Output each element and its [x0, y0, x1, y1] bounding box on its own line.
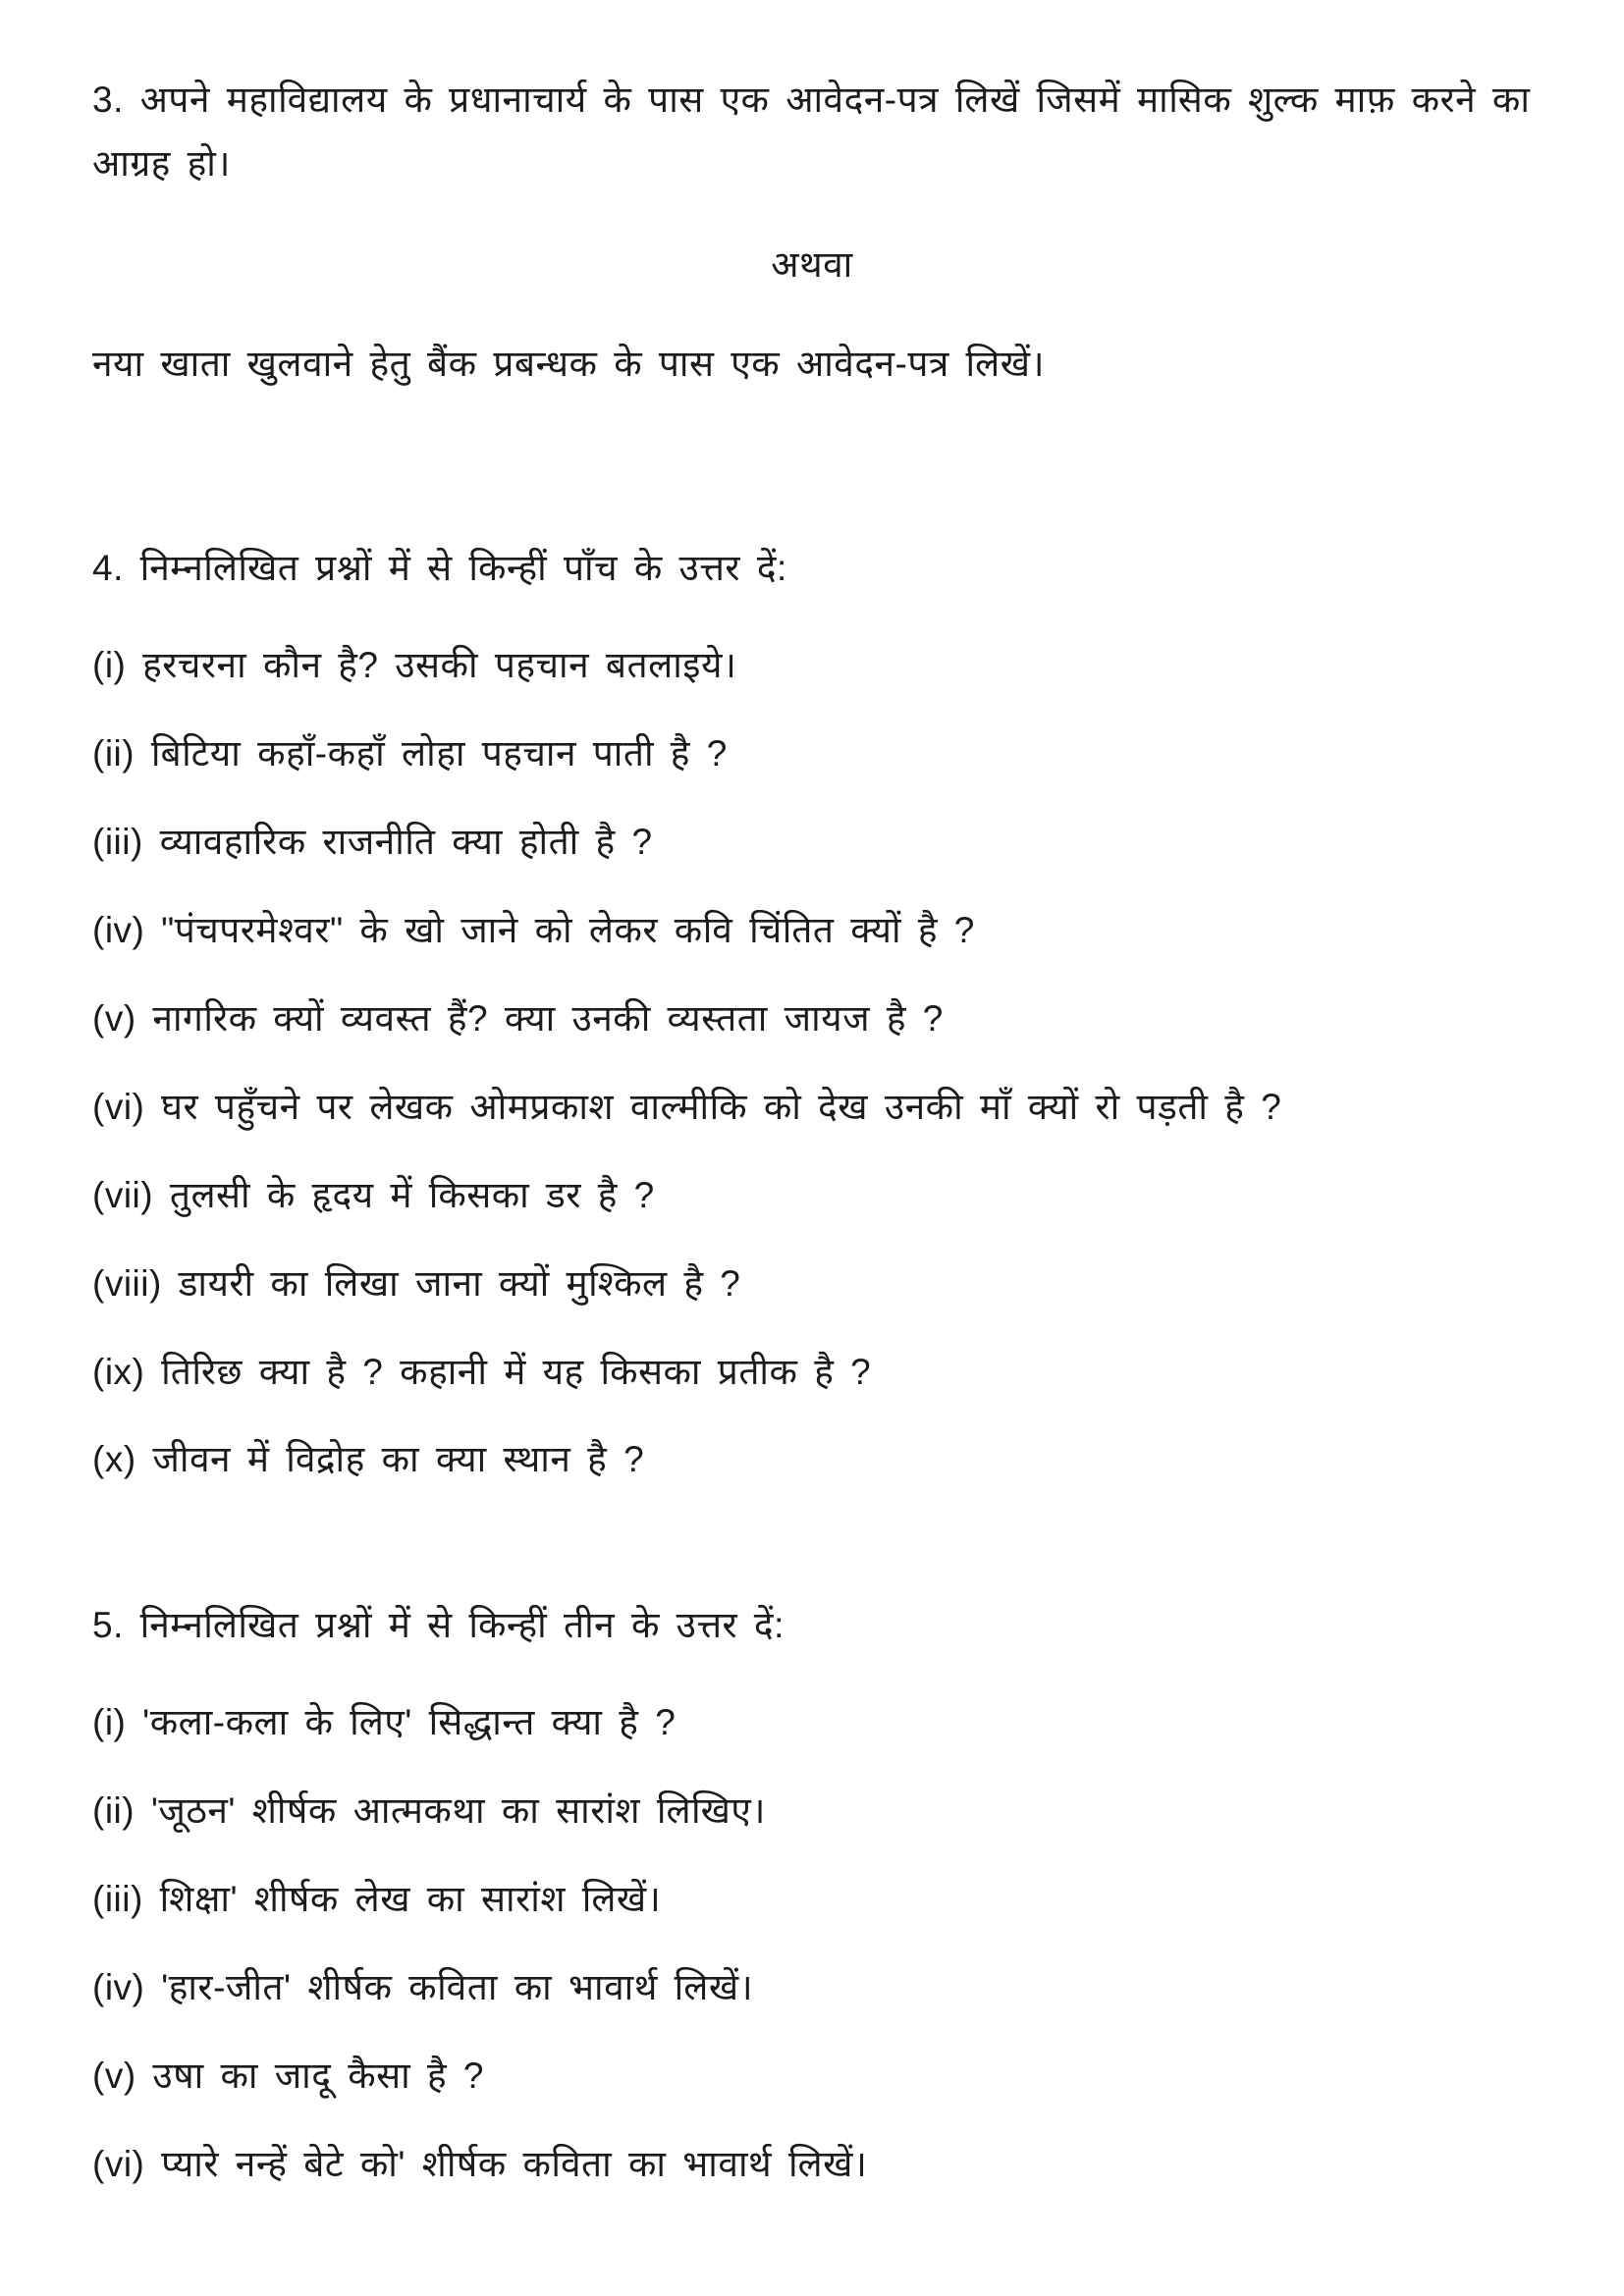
question-4-item-iii: (iii) व्यावहारिक राजनीति क्या होती है ? [92, 821, 653, 862]
question-4-item-viii: (viii) डायरी का लिखा जाना क्यों मुश्किल है ? [92, 1262, 741, 1304]
question-4-item-iv: (iv) "पंचपरमेश्वर" के खो जाने को लेकर कवि चिंतित क्यों है ? [92, 909, 975, 950]
question-5-heading: 5. निम्नलिखित प्रश्नों में से किन्हीं तीन के उत्तर दें: [92, 1605, 785, 1646]
question-5-item-iii: (iii) शिक्षा' शीर्षक लेख का सारांश लिखें। [92, 1879, 662, 1920]
question-4-item-v: (v) नागरिक क्यों व्यवस्त हैं? क्या उनकी व्यस्तता जायज है ? [92, 997, 944, 1039]
question-4-item-ix: (ix) तिरिछ क्या है ? कहानी में यह किसका प्रतीक है ? [92, 1351, 872, 1392]
question-3-section [92, 69, 1532, 396]
question-4-item-i: (i) हरचरना कौन है? उसकी पहचान बतलाइये। [92, 645, 737, 686]
question-4-section [92, 543, 1532, 1484]
question-5-section [92, 1600, 1532, 2188]
question-4-item-vii: (vii) तुलसी के हृदय में किसका डर है ? [92, 1174, 655, 1215]
question-4-item-vi: (vi) घर पहुँचने पर लेखक ओमप्रकाश वाल्मीकि को देख उनकी माँ क्यों रो पड़ती है ? [92, 1086, 1282, 1127]
question-5-item-vi: (vi) प्यारे नन्हें बेटे को' शीर्षक कविता का भावार्थ लिखें। [92, 2143, 868, 2184]
question-4-heading: 4. निम्नलिखित प्रश्नों में से किन्हीं पाँच के उत्तर दें: [92, 548, 787, 589]
question-3-text: 3. अपने महाविद्यालय के प्रधानाचार्य के पास एक आवेदन-पत्र लिखें जिसमें मासिक शुल्क माफ़ करने का आग्रह हो। [92, 80, 1531, 184]
question-5-item-ii: (ii) 'जूठन' शीर्षक आत्मकथा का सारांश लिखिए। [92, 1790, 766, 1832]
question-5-item-v: (v) उषा का जादू कैसा है ? [92, 2055, 484, 2096]
or-separator: अथवा [771, 243, 853, 285]
question-4-item-ii: (ii) बिटिया कहाँ-कहाँ लोहा पहचान पाती है ? [92, 732, 728, 774]
question-4-item-x: (x) जीवन में विद्रोह का क्या स्थान है ? [92, 1439, 645, 1480]
question-3-alternative: नया खाता खुलवाने हेतु बैंक प्रबन्धक के पास एक आवेदन-पत्र लिखें। [92, 343, 1046, 384]
question-5-item-i: (i) 'कला-कला के लिए' सिद्धान्त क्या है ? [92, 1702, 677, 1743]
question-5-item-iv: (iv) 'हार-जीत' शीर्षक कविता का भावार्थ लिखें। [92, 1967, 754, 2008]
